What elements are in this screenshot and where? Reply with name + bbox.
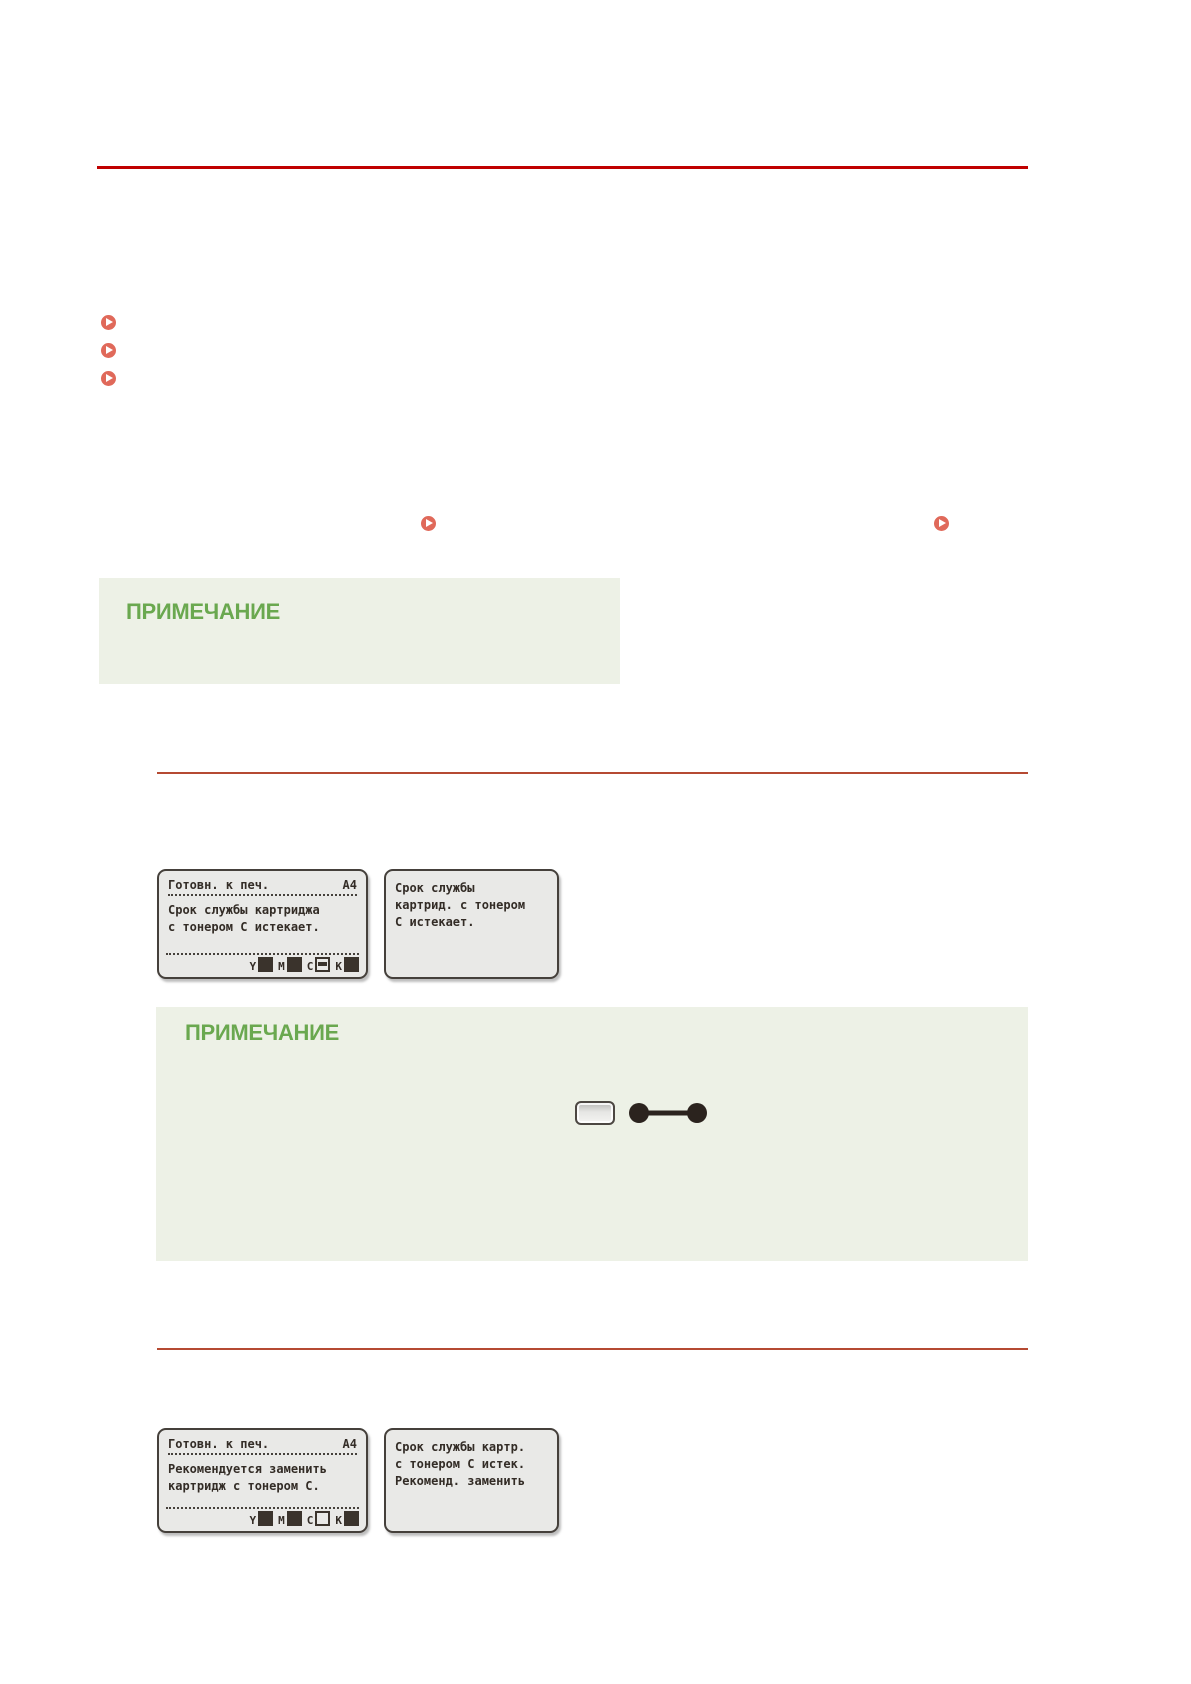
toner-label: C — [306, 1514, 314, 1527]
lcd-screen-replace-right — [384, 1428, 559, 1533]
lcd-toner-gauge — [166, 1507, 359, 1528]
section-rule — [157, 1348, 1028, 1350]
lcd-message-line: C истекает. — [395, 915, 475, 929]
section-rule — [157, 772, 1028, 774]
lcd-message-line: с тонером C истек. — [395, 1457, 526, 1471]
lcd-paper-size: A4 — [342, 1437, 357, 1451]
toner-label: M — [278, 1514, 285, 1527]
lcd-status-text: Готовн. к печ. — [168, 878, 270, 892]
lcd-status-row — [168, 878, 357, 896]
toner-level-box — [287, 1511, 302, 1526]
toner-label: Y — [249, 960, 257, 973]
lcd-screen-replace-left — [157, 1428, 368, 1533]
link-arrow-icon[interactable] — [101, 371, 116, 386]
link-arrow-icon[interactable] — [101, 315, 116, 330]
toner-level-box — [344, 957, 359, 972]
inline-link-arrow-icon[interactable] — [421, 516, 436, 531]
toner-level-box — [315, 1511, 330, 1526]
lcd-toner-gauge — [166, 953, 359, 974]
toner-label: C — [306, 960, 314, 973]
toner-level-box — [258, 1511, 273, 1526]
hardware-key-icon — [575, 1101, 615, 1125]
lcd-message-line: картридж с тонером C. — [168, 1479, 320, 1493]
lcd-message-line: Срок службы — [395, 881, 475, 895]
lcd-screen-toner-low-left — [157, 869, 368, 979]
toner-level-box — [315, 957, 330, 972]
lcd-screen-toner-low-right — [384, 869, 559, 979]
toner-level-box — [344, 1511, 359, 1526]
lcd-message-line: с тонером C истекает. — [168, 920, 320, 934]
lcd-status-text: Готовн. к печ. — [168, 1437, 270, 1451]
link-arrow-icon[interactable] — [101, 343, 116, 358]
inline-link-arrow-icon[interactable] — [934, 516, 949, 531]
lcd-message-line: Рекоменд. заменить — [395, 1474, 526, 1488]
toner-level-box — [287, 957, 302, 972]
toner-label: K — [335, 960, 342, 973]
note-title: ПРИМЕЧАНИЕ — [185, 1020, 340, 1045]
toner-label: M — [278, 960, 285, 973]
lcd-message-line: Рекомендуется заменить — [168, 1462, 327, 1476]
toner-label: Y — [249, 1514, 257, 1527]
note-box — [99, 578, 620, 684]
note-title: ПРИМЕЧАНИЕ — [126, 599, 281, 624]
lcd-status-row — [168, 1437, 357, 1455]
note-box — [156, 1007, 1028, 1261]
toner-level-box — [258, 957, 273, 972]
lcd-paper-size: A4 — [342, 878, 357, 892]
toner-label: K — [335, 1514, 342, 1527]
lcd-message-line: Срок службы картриджа — [168, 903, 320, 917]
dumbbell-icon — [626, 1100, 710, 1126]
lcd-message-line: картрид. с тонером — [395, 898, 526, 912]
page-top-rule — [97, 166, 1028, 169]
lcd-message-line: Срок службы картр. — [395, 1440, 526, 1454]
